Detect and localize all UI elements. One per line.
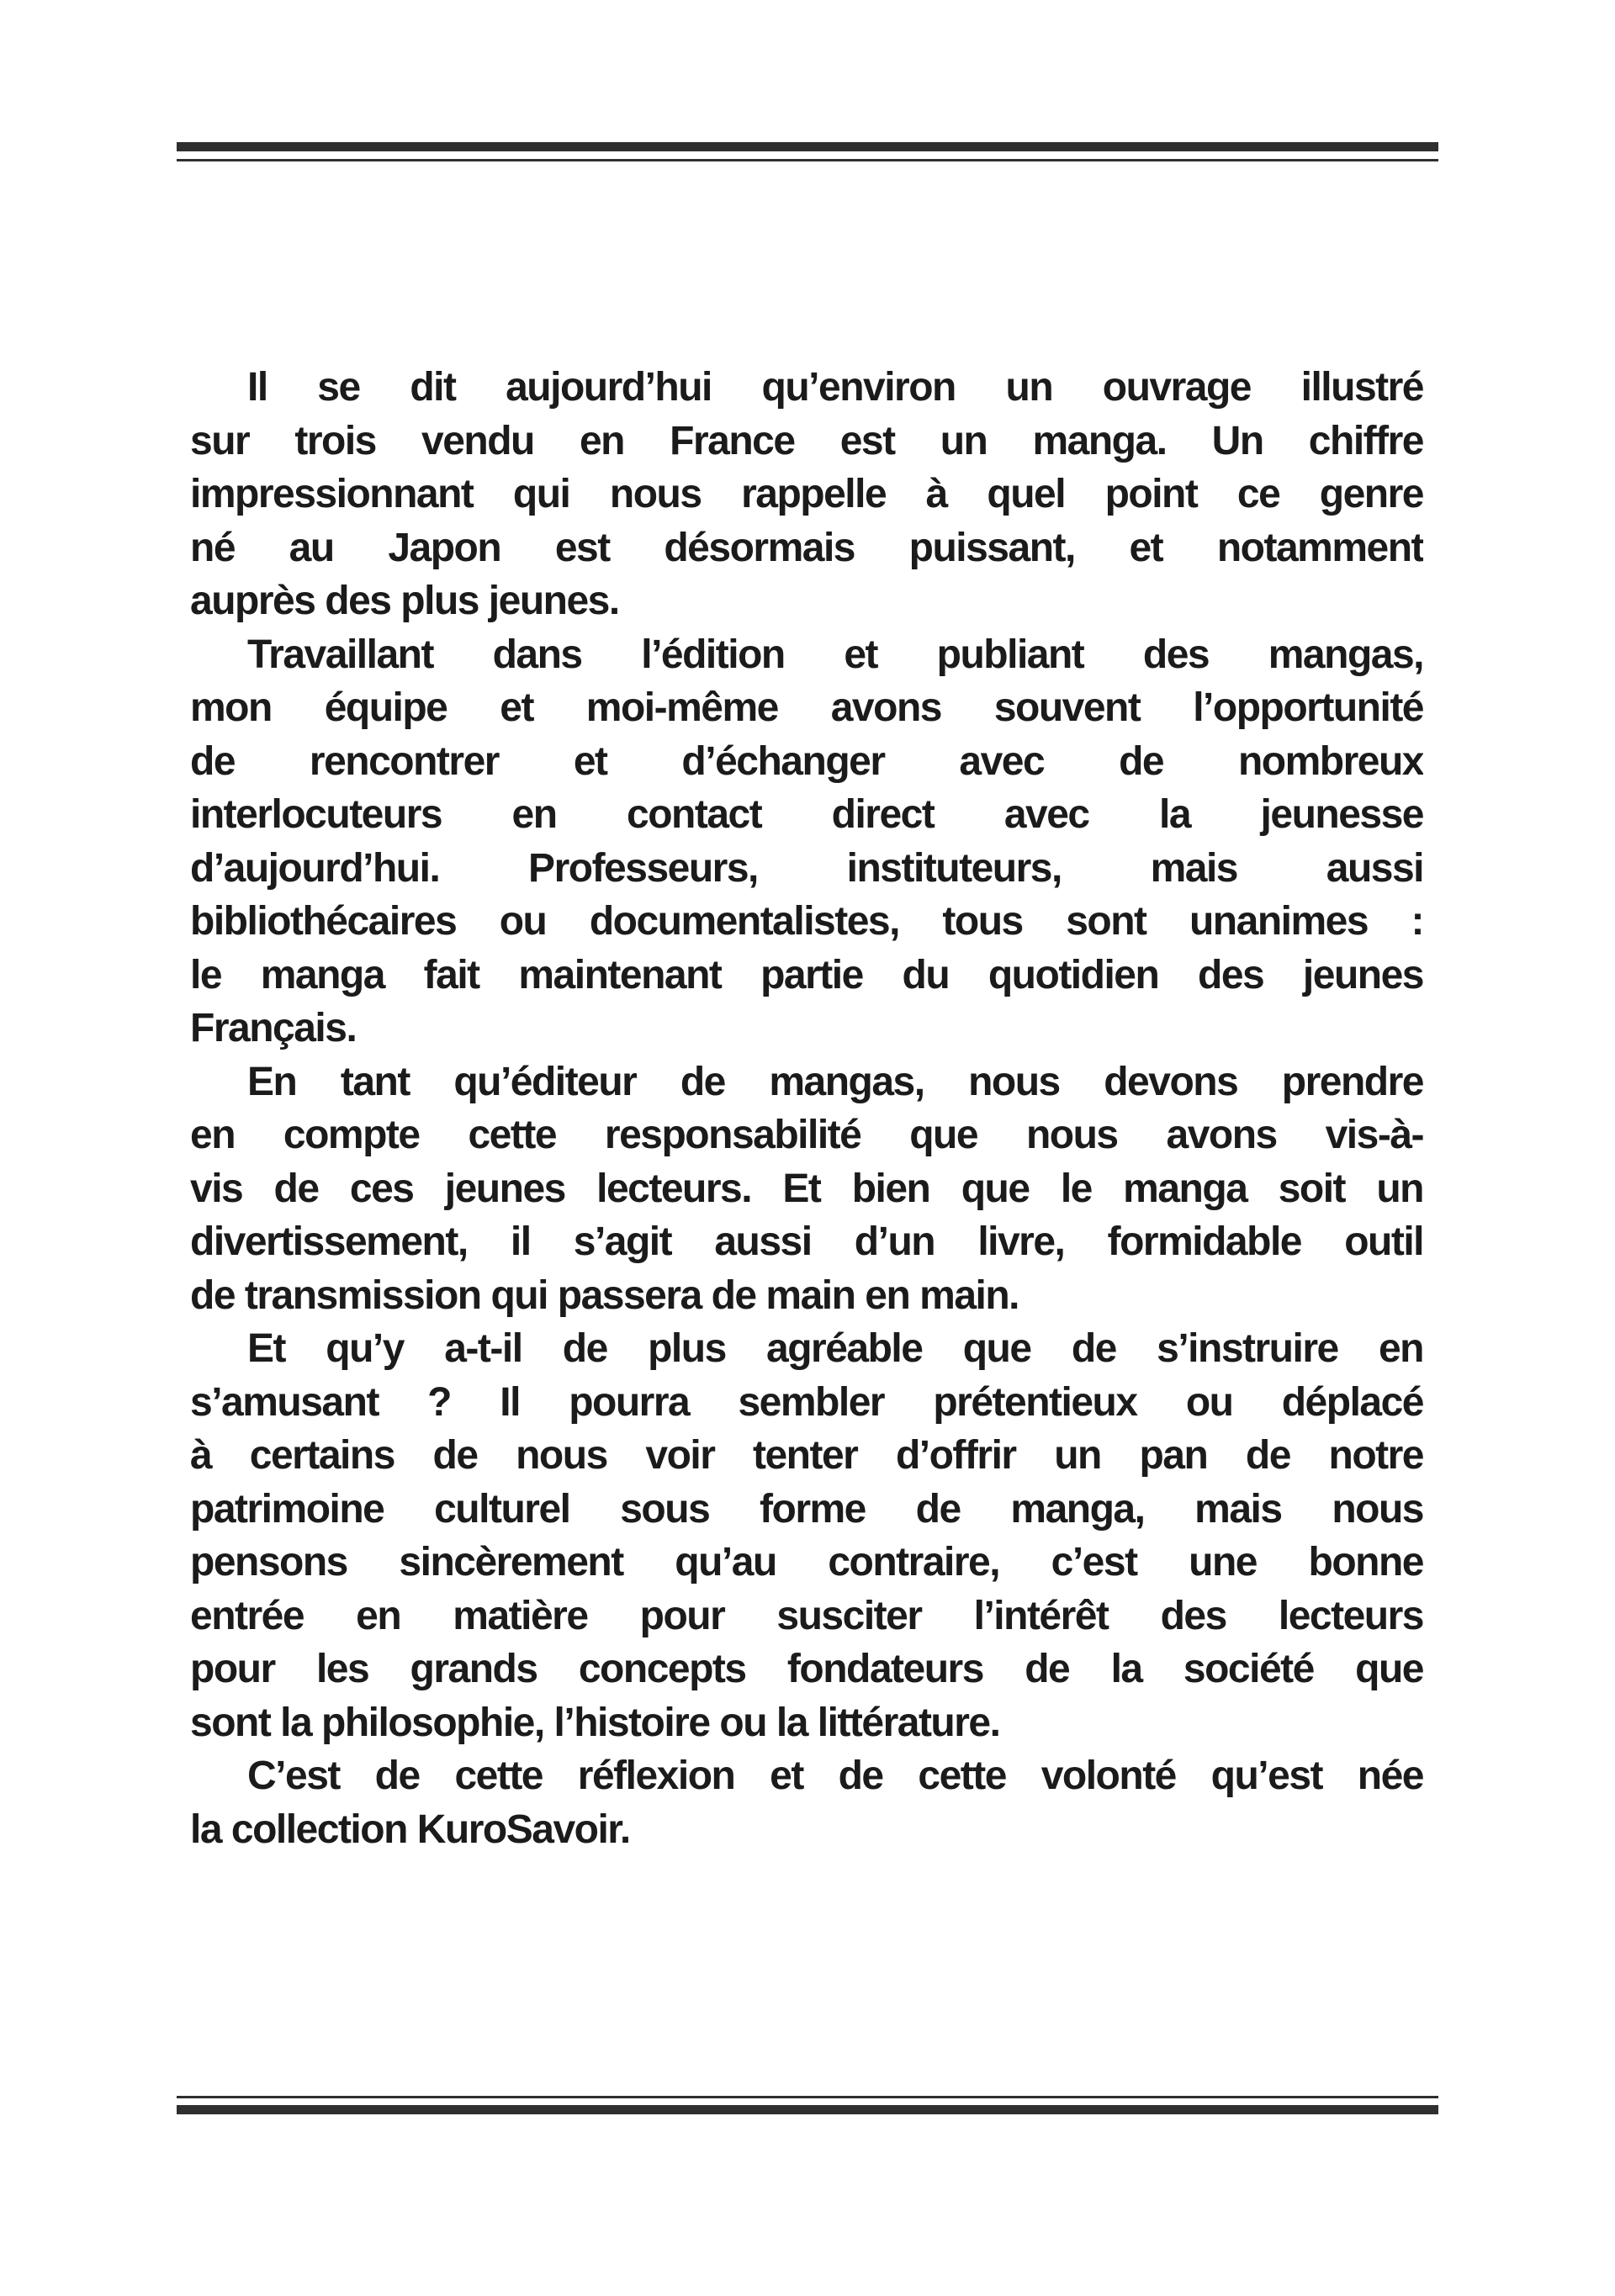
text-line: vis de ces jeunes lecteurs. Et bien que le manga soit un [190, 1166, 1423, 1211]
paragraph [190, 361, 1423, 628]
text-line: pour les grands concepts fondateurs de la société que [190, 1647, 1423, 1691]
paragraph [190, 1322, 1423, 1749]
text-line: sur trois vendu en France est un manga. Un chiffre [190, 418, 1423, 463]
text-line: En tant qu’éditeur de mangas, nous devons prendre [247, 1059, 1423, 1104]
text-line: à certains de nous voir tenter d’offrir un pan de notre [190, 1433, 1423, 1478]
text-line: pensons sincèrement qu’au contraire, c’est une bonne [190, 1540, 1423, 1584]
text-line: Et qu’y a-t-il de plus agréable que de s’instruire en [247, 1326, 1423, 1371]
top-rule-thick-line [177, 142, 1438, 151]
text-line: né au Japon est désormais puissant, et notamment [190, 525, 1423, 570]
text-line: de rencontrer et d’échanger avec de nombreux [190, 738, 1423, 784]
paragraph [190, 628, 1423, 1055]
paragraph [190, 1055, 1423, 1323]
text-line: patrimoine culturel sous forme de manga, mais nous [190, 1486, 1423, 1532]
text-line: d’aujourd’hui. Professeurs, instituteurs, mais aussi [190, 845, 1423, 891]
preface-text [190, 361, 1423, 1856]
text-line: la collection KuroSavoir. [190, 1807, 630, 1852]
text-line: impressionnant qui nous rappelle à quel point ce genre [190, 472, 1423, 516]
text-line: sont la philosophie, l’histoire ou la littérature. [190, 1700, 1000, 1745]
text-line: entrée en matière pour susciter l’intérêt des lecteurs [190, 1593, 1423, 1638]
text-line: divertissement, il s’agit aussi d’un livre, formidable outil [190, 1219, 1423, 1264]
text-line: Travaillant dans l’édition et publiant des mangas, [247, 632, 1423, 677]
text-line: auprès des plus jeunes. [190, 579, 619, 623]
text-line: le manga fait maintenant partie du quotidien des jeunes [190, 952, 1423, 997]
top-rule-thin-line [177, 159, 1438, 161]
text-line: Français. [190, 1006, 357, 1050]
text-line: interlocuteurs en contact direct avec la jeunesse [190, 792, 1423, 837]
text-line: bibliothécaires ou documentalistes, tous sont unanimes : [190, 899, 1423, 944]
text-line: C’est de cette réflexion et de cette volonté qu’est née [247, 1754, 1423, 1798]
text-line: en compte cette responsabilité que nous avons vis-à- [190, 1113, 1423, 1157]
bottom-rule-thin-line [177, 2096, 1438, 2098]
text-line: s’amusant ? Il pourra sembler prétentieux ou déplacé [190, 1379, 1423, 1425]
bottom-rule-thick-line [177, 2105, 1438, 2114]
text-line: mon équipe et moi-même avons souvent l’opportunité [190, 685, 1423, 730]
text-line: Il se dit aujourd’hui qu’environ un ouvrage illustré [247, 365, 1423, 410]
text-line: de transmission qui passera de main en main. [190, 1272, 1019, 1318]
paragraph [190, 1749, 1423, 1856]
